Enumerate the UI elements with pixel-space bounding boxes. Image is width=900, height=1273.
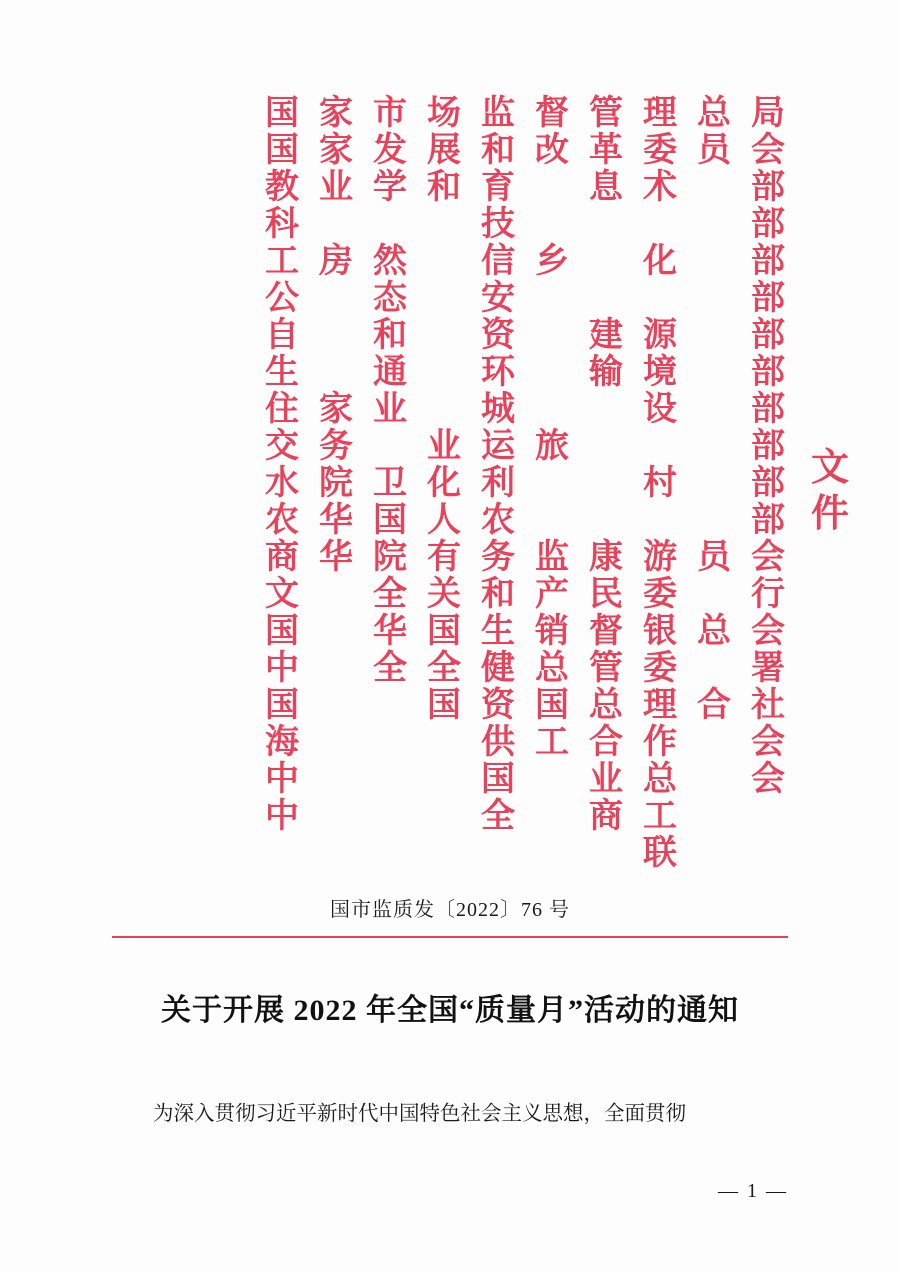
agency-char: 设 bbox=[643, 391, 677, 428]
agency-char: 务 bbox=[481, 539, 515, 576]
agency-char: 改 bbox=[535, 132, 569, 169]
agency-char: 行 bbox=[751, 576, 785, 613]
wenjian-char-2: 件 bbox=[810, 493, 849, 535]
agency-char: 中 bbox=[265, 761, 299, 798]
agency-char: 源 bbox=[643, 317, 677, 354]
agency-char bbox=[548, 502, 557, 539]
agency-char: 康 bbox=[589, 539, 623, 576]
agency-char bbox=[656, 428, 665, 465]
agency-char: 学 bbox=[373, 169, 407, 206]
agency-char bbox=[440, 354, 449, 391]
agency-char bbox=[548, 354, 557, 391]
agency-char bbox=[602, 243, 611, 280]
agency-char: 资 bbox=[481, 687, 515, 724]
agency-column-3 bbox=[633, 95, 687, 872]
agency-char: 会 bbox=[751, 761, 785, 798]
agency-char: 国 bbox=[265, 687, 299, 724]
agency-char: 中 bbox=[265, 650, 299, 687]
agency-char: 和 bbox=[427, 169, 461, 206]
agency-char bbox=[602, 391, 611, 428]
agency-char: 部 bbox=[751, 354, 785, 391]
agency-char bbox=[548, 206, 557, 243]
agency-char: 委 bbox=[643, 576, 677, 613]
agency-char: 业 bbox=[427, 428, 461, 465]
agency-column-8 bbox=[363, 95, 417, 687]
agency-char: 乡 bbox=[535, 243, 569, 280]
agency-char: 国 bbox=[265, 95, 299, 132]
agency-char: 国 bbox=[265, 132, 299, 169]
agency-char bbox=[656, 280, 665, 317]
agency-char: 国 bbox=[481, 761, 515, 798]
agency-column-10 bbox=[255, 95, 309, 835]
agency-char: 署 bbox=[751, 650, 785, 687]
agency-char bbox=[710, 650, 719, 687]
agency-char: 部 bbox=[751, 317, 785, 354]
agency-column-5 bbox=[525, 95, 579, 761]
agency-char: 全 bbox=[481, 798, 515, 835]
agency-char: 总 bbox=[697, 95, 731, 132]
agency-char: 健 bbox=[481, 650, 515, 687]
agency-char: 华 bbox=[373, 613, 407, 650]
agency-char: 家 bbox=[319, 132, 353, 169]
agency-char: 商 bbox=[265, 539, 299, 576]
red-divider-rule bbox=[112, 936, 788, 938]
agency-char: 银 bbox=[643, 613, 677, 650]
agency-char bbox=[710, 317, 719, 354]
agency-char: 总 bbox=[535, 650, 569, 687]
agency-char bbox=[332, 280, 341, 317]
document-title: 关于开展 2022 年全国“质量月”活动的通知 bbox=[161, 994, 739, 1027]
agency-char: 农 bbox=[265, 502, 299, 539]
agency-char bbox=[656, 502, 665, 539]
agency-char bbox=[710, 465, 719, 502]
agency-char bbox=[710, 354, 719, 391]
agency-char: 村 bbox=[643, 465, 677, 502]
agency-char: 局 bbox=[751, 95, 785, 132]
agency-char: 通 bbox=[373, 354, 407, 391]
wenjian-char-1: 文 bbox=[810, 447, 849, 489]
agency-char: 境 bbox=[643, 354, 677, 391]
agency-char: 生 bbox=[481, 613, 515, 650]
agency-char: 建 bbox=[589, 317, 623, 354]
agency-char bbox=[710, 280, 719, 317]
agency-char bbox=[386, 206, 395, 243]
agency-char bbox=[602, 465, 611, 502]
agency-char: 革 bbox=[589, 132, 623, 169]
agency-char: 息 bbox=[589, 169, 623, 206]
agency-char: 关 bbox=[427, 576, 461, 613]
agency-char: 会 bbox=[751, 132, 785, 169]
agency-char: 然 bbox=[373, 243, 407, 280]
agency-char: 理 bbox=[643, 95, 677, 132]
agency-column-9 bbox=[309, 95, 363, 576]
agency-char: 总 bbox=[697, 613, 731, 650]
agency-char: 教 bbox=[265, 169, 299, 206]
agency-char: 文 bbox=[265, 576, 299, 613]
agency-char bbox=[602, 280, 611, 317]
agency-char: 利 bbox=[481, 465, 515, 502]
agency-char: 管 bbox=[589, 650, 623, 687]
letterhead-block bbox=[0, 95, 900, 875]
agency-column-2 bbox=[687, 95, 741, 761]
agency-char: 部 bbox=[751, 280, 785, 317]
agency-char: 监 bbox=[481, 95, 515, 132]
agency-char bbox=[602, 428, 611, 465]
agency-char: 化 bbox=[643, 243, 677, 280]
agency-char: 家 bbox=[319, 95, 353, 132]
agency-column-4 bbox=[579, 95, 633, 835]
agency-char: 会 bbox=[751, 613, 785, 650]
agency-char: 输 bbox=[589, 354, 623, 391]
agency-char bbox=[548, 280, 557, 317]
agency-char: 华 bbox=[319, 502, 353, 539]
agency-char: 部 bbox=[751, 243, 785, 280]
agency-char: 全 bbox=[427, 650, 461, 687]
agency-char: 华 bbox=[319, 539, 353, 576]
agency-name-columns bbox=[255, 95, 795, 872]
agency-char: 运 bbox=[481, 428, 515, 465]
wenjian-mark bbox=[800, 445, 860, 537]
agency-char: 商 bbox=[589, 798, 623, 835]
body-paragraph: 为深入贯彻习近平新时代中国特色社会主义思想，全面贯彻 bbox=[153, 1103, 686, 1125]
agency-char bbox=[710, 169, 719, 206]
agency-char bbox=[710, 428, 719, 465]
agency-char bbox=[440, 206, 449, 243]
agency-char: 业 bbox=[319, 169, 353, 206]
agency-char: 人 bbox=[427, 502, 461, 539]
agency-char: 住 bbox=[265, 391, 299, 428]
agency-char bbox=[548, 169, 557, 206]
agency-char bbox=[440, 243, 449, 280]
agency-char: 管 bbox=[589, 95, 623, 132]
agency-char: 卫 bbox=[373, 465, 407, 502]
agency-char: 国 bbox=[373, 502, 407, 539]
agency-char: 委 bbox=[643, 132, 677, 169]
agency-char: 业 bbox=[589, 761, 623, 798]
agency-char: 和 bbox=[481, 576, 515, 613]
agency-char bbox=[332, 354, 341, 391]
agency-char: 发 bbox=[373, 132, 407, 169]
agency-char: 督 bbox=[589, 613, 623, 650]
agency-char bbox=[710, 576, 719, 613]
agency-char bbox=[710, 502, 719, 539]
agency-char: 工 bbox=[643, 798, 677, 835]
agency-char: 院 bbox=[373, 539, 407, 576]
agency-char: 国 bbox=[535, 687, 569, 724]
agency-char: 化 bbox=[427, 465, 461, 502]
agency-char bbox=[548, 391, 557, 428]
agency-char: 监 bbox=[535, 539, 569, 576]
agency-char: 部 bbox=[751, 502, 785, 539]
agency-char bbox=[710, 724, 719, 761]
agency-char: 全 bbox=[373, 650, 407, 687]
agency-column-7 bbox=[417, 95, 471, 724]
agency-char: 供 bbox=[481, 724, 515, 761]
agency-char: 作 bbox=[643, 724, 677, 761]
agency-char: 公 bbox=[265, 280, 299, 317]
agency-column-6 bbox=[471, 95, 525, 835]
agency-char: 部 bbox=[751, 206, 785, 243]
agency-char bbox=[440, 280, 449, 317]
agency-char: 理 bbox=[643, 687, 677, 724]
agency-char: 场 bbox=[427, 95, 461, 132]
agency-char bbox=[602, 502, 611, 539]
agency-char: 市 bbox=[373, 95, 407, 132]
agency-char: 信 bbox=[481, 243, 515, 280]
agency-char bbox=[710, 391, 719, 428]
agency-char bbox=[710, 243, 719, 280]
agency-char: 督 bbox=[535, 95, 569, 132]
agency-char bbox=[386, 428, 395, 465]
agency-char: 水 bbox=[265, 465, 299, 502]
page-number: — 1 — bbox=[718, 1180, 788, 1202]
agency-char bbox=[602, 206, 611, 243]
agency-char: 部 bbox=[751, 428, 785, 465]
agency-char: 房 bbox=[319, 243, 353, 280]
agency-char: 游 bbox=[643, 539, 677, 576]
agency-char: 生 bbox=[265, 354, 299, 391]
agency-char: 合 bbox=[697, 687, 731, 724]
agency-char: 总 bbox=[589, 687, 623, 724]
agency-char: 农 bbox=[481, 502, 515, 539]
agency-char: 会 bbox=[751, 539, 785, 576]
agency-char: 产 bbox=[535, 576, 569, 613]
agency-column-1 bbox=[741, 95, 795, 798]
agency-char: 和 bbox=[481, 132, 515, 169]
agency-char: 务 bbox=[319, 428, 353, 465]
agency-char: 环 bbox=[481, 354, 515, 391]
agency-char: 家 bbox=[319, 391, 353, 428]
agency-char: 部 bbox=[751, 169, 785, 206]
agency-char: 国 bbox=[427, 613, 461, 650]
agency-char: 员 bbox=[697, 132, 731, 169]
agency-char bbox=[332, 317, 341, 354]
agency-char bbox=[440, 391, 449, 428]
agency-char: 合 bbox=[589, 724, 623, 761]
agency-char: 部 bbox=[751, 465, 785, 502]
agency-char: 交 bbox=[265, 428, 299, 465]
agency-char: 部 bbox=[751, 391, 785, 428]
agency-char bbox=[440, 317, 449, 354]
agency-char: 自 bbox=[265, 317, 299, 354]
agency-char: 会 bbox=[751, 724, 785, 761]
agency-char: 展 bbox=[427, 132, 461, 169]
agency-char: 总 bbox=[643, 761, 677, 798]
agency-char: 民 bbox=[589, 576, 623, 613]
agency-char: 业 bbox=[373, 391, 407, 428]
document-number: 国市监质发〔2022〕76 号 bbox=[330, 899, 570, 921]
agency-char: 委 bbox=[643, 650, 677, 687]
agency-char bbox=[548, 317, 557, 354]
agency-char: 社 bbox=[751, 687, 785, 724]
agency-char: 销 bbox=[535, 613, 569, 650]
agency-char: 态 bbox=[373, 280, 407, 317]
agency-char: 技 bbox=[481, 206, 515, 243]
agency-char: 城 bbox=[481, 391, 515, 428]
agency-char: 资 bbox=[481, 317, 515, 354]
agency-char: 全 bbox=[373, 576, 407, 613]
agency-char bbox=[548, 465, 557, 502]
agency-char: 育 bbox=[481, 169, 515, 206]
agency-char: 术 bbox=[643, 169, 677, 206]
agency-char: 中 bbox=[265, 798, 299, 835]
agency-char: 员 bbox=[697, 539, 731, 576]
agency-char: 旅 bbox=[535, 428, 569, 465]
agency-char: 科 bbox=[265, 206, 299, 243]
agency-char: 安 bbox=[481, 280, 515, 317]
agency-char: 工 bbox=[535, 724, 569, 761]
agency-char: 国 bbox=[265, 613, 299, 650]
agency-char: 有 bbox=[427, 539, 461, 576]
agency-char: 院 bbox=[319, 465, 353, 502]
agency-char: 国 bbox=[427, 687, 461, 724]
agency-char: 海 bbox=[265, 724, 299, 761]
agency-char bbox=[710, 206, 719, 243]
agency-char: 工 bbox=[265, 243, 299, 280]
agency-char: 联 bbox=[643, 835, 677, 872]
agency-char: 和 bbox=[373, 317, 407, 354]
agency-char bbox=[656, 206, 665, 243]
agency-char bbox=[332, 206, 341, 243]
